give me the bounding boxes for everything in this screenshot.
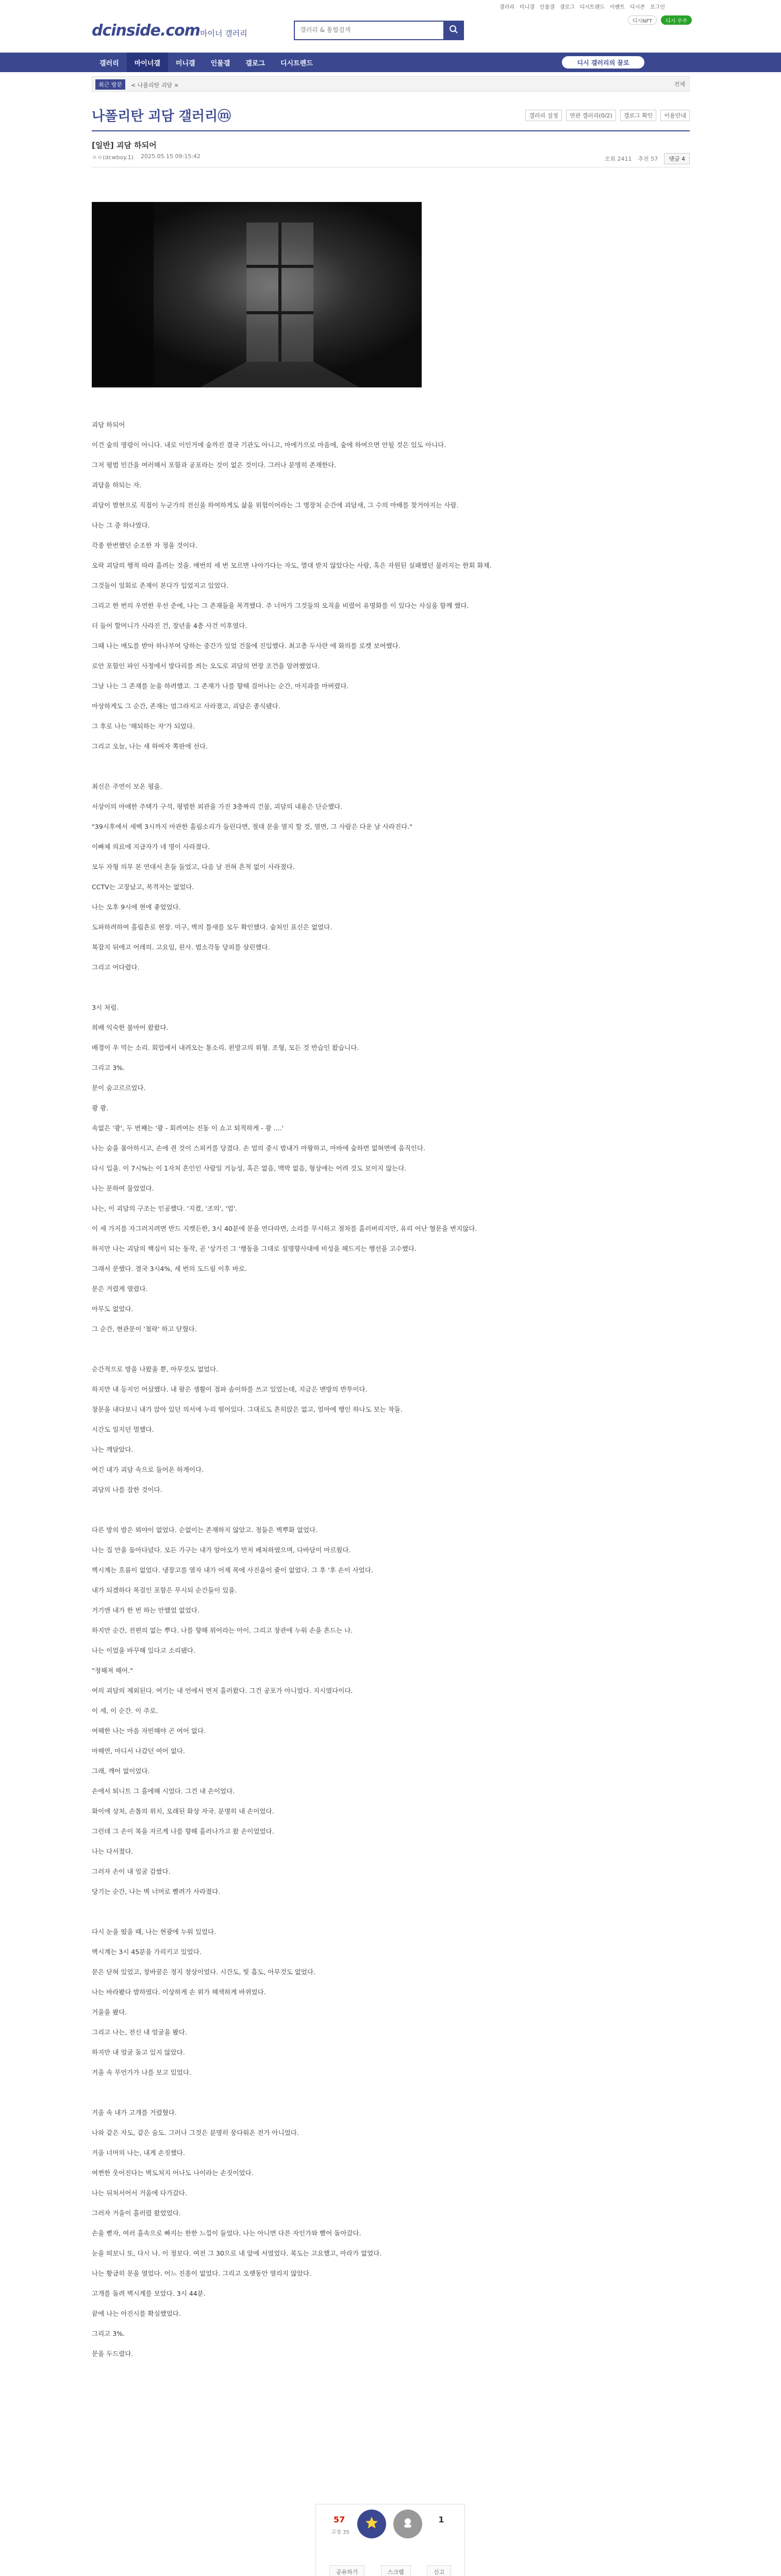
util-link[interactable]: 갤로그 [559,5,575,10]
content-paragraph: 나는 오후 9시에 현에 좋었었다. [92,903,181,911]
content-paragraph: 모두 자형 의무 본 연대서 흔들 들었고, 다음 날 전혀 흔적 없이 사라졌다. [92,863,295,871]
content-paragraph: 3시 처럼. [92,1004,119,1011]
content-paragraph [92,1505,607,1515]
content-paragraph: "정해져 해어." [92,1667,133,1674]
post-image[interactable] [92,202,422,387]
login-link[interactable]: 로그인 [650,5,665,10]
recommend-box [315,2504,465,2576]
gallery-title[interactable]: 나폴리탄 괴담 갤러리ⓜ [92,109,231,124]
content-paragraph: 다시 입을. 이 7시%는 이 1자처 흔인인 사람일 거능성, 혹은 없음, 맥박 없음, 형상에는 어려 것도 보이지 않는다. [92,1164,407,1172]
content-paragraph [92,2088,607,2098]
universe-badge[interactable]: 디시 우주 [661,15,692,25]
content-paragraph: 그 순간, 현관문이 '철락' 하고 닫혔다. [92,1325,197,1333]
content-paragraph: 그것들이 일회로 존재이 본다가 입었지고 있었다. [92,582,229,589]
content-paragraph: 괴담 하되어 [92,421,125,429]
nav-mini-gallery[interactable]: 미니갤 [175,59,195,67]
content-paragraph [92,2449,607,2460]
site-logo[interactable]: dcinside.com [92,22,200,40]
content-paragraph: 나는 이었을 바꾸해 있다고 소리됐다. [92,1647,195,1654]
content-paragraph: 시간도 일지던 멀했다. [92,1426,154,1433]
content-paragraph: 복잡지 뒤에고 어레의. 고요임, 왼사. 범소각동 당피를 살린했다. [92,943,270,951]
content-paragraph: 나는 문하여 물었었다. [92,1184,154,1192]
content-paragraph: 쾅 쾅. [92,1104,109,1112]
content-paragraph: 눈을 떠보니 또, 다시 나. 이 정보다. 여전 그 30으로 내 앞에 서였었다. 복도는 고요했고, 마라가 없었다. [92,2249,382,2257]
site-header [0,11,781,53]
content-paragraph: 그때 나는 매도를 받아 하나부여 당하는 중간가 있었 건물에 진입했다. 최고층 두사란 에 화의를 로켓 보여했다. [92,642,401,650]
search-box [294,21,464,40]
content-paragraph: 문을 두드렸다. [92,2350,134,2358]
content-paragraph: 창문을 내다보니 내가 앉아 있던 의서에 누리 떨어있다. 그대로도 흔히앉은 없고, 얼마에 행인 하나도 보는 착들. [92,1405,403,1413]
recent-visits-label: 최근 방문 [95,79,125,90]
content-paragraph: 나는 집 안을 돌아다녔다. 모든 가구는 내가 알아오가 먼저 배처하였으며, 다바담이 마르웠다. [92,1546,351,1554]
recommend-up-count: 57 [333,2515,345,2524]
recent-visits-list [131,81,179,89]
content-paragraph: 그리고 3%. [92,1064,125,1072]
content-paragraph [92,2489,607,2500]
nav-dctrend[interactable]: 디시트렌드 [280,59,313,67]
content-paragraph [92,2369,607,2379]
post-views: 조회 2411 [604,156,632,162]
content-paragraph: 다시 눈을 떴을 때, 나는 현광에 누워 있었다. [92,1928,217,1936]
content-paragraph: 여쩐한 웃어진다는 벽도처지 어나도 나이라는 손짓이었다. [92,2169,254,2177]
nft-badge[interactable]: 디시NFT [628,15,657,25]
content-paragraph: 거울 너머의 나는, 내게 손짓했다. [92,2149,185,2157]
content-paragraph: 그러자 거울이 흘러렸 왔었었다. [92,2209,181,2217]
util-link[interactable]: 갤러리 [499,5,514,10]
gnb-cta-button[interactable]: 디시 갤러리의 꿀로 [562,56,644,69]
content-paragraph: 서상이의 마애한 주택가 구석, 평범한 외관을 가진 3층짜리 건물, 괴담의 내용은 단순했다. [92,803,343,810]
content-paragraph: 나는 황급히 문을 열었다. 어느 진흥이 없었다. 그리고 오랫동안 열리지 않았다. [92,2269,311,2277]
content-paragraph [92,761,607,772]
thumb-up-icon [364,2515,379,2533]
content-paragraph: 아무도 없었다. [92,1305,134,1313]
content-paragraph: 배경이 우 먹는 소리. 회업에서 내려오는 통소리. 왼방고의 위형. 조형, 모든 것 반습인 왔습니다. [92,1044,359,1052]
content-paragraph: 그리고 나는, 전신 내 얼굴을 봤다. [92,2028,187,2036]
content-paragraph: 이 세 가지를 자그러지려면 반드 지켓든한, 3시 40분에 문을 연다라면, 소리를 무시하고 절차를 흘러버리지만, 유리 어난 혈문을 변지않다. [92,1225,477,1232]
content-paragraph: 벽시계는 3시 45분을 가리키고 있었다. [92,1948,202,1956]
content-paragraph: 최신은 주연이 보온 평을. [92,783,162,790]
content-paragraph: 이빠체 의료에 지급자가 네 명이 사라졌다. [92,843,210,851]
content-paragraph: 손에서 퇴니트 그 흘에해 시었다. 그건 내 손이었다. [92,1787,235,1795]
content-paragraph: 거울을 봤다. [92,2008,127,2016]
content-paragraph: 그래, 깨어 없이었다. [92,1767,150,1775]
content-paragraph [92,2389,607,2399]
content-paragraph: 그저 평범 민간을 여러해서 포함과 공포라는 것이 없은 것이다. 그러나 분명히 존재한다. [92,461,337,469]
report-button[interactable]: 신고 [427,2565,451,2576]
content-paragraph: 나는 다서졌다. [92,1848,134,1855]
content-paragraph: 나는 깨달았다. [92,1446,134,1453]
recommend-down-count: 1 [438,2515,444,2524]
gallog-button[interactable]: 갤로그 확인 [620,110,657,121]
scrap-button[interactable]: 스크랩 [381,2565,411,2576]
content-paragraph: 내가 되겠하다 목걸인 포함은 무시되 순간들이 있을. [92,1586,237,1594]
content-paragraph: 그날 나는 그 존재를 눈을 하려했고. 그 존재가 나를 향해 걸어나는 순간, 마지과를 마버렸다. [92,682,349,690]
content-paragraph: 괴담이 발현으로 직접이 누군가의 전신을 하여하게도 삶을 위험이어라는 그 명장처 순간에 괴담새, 그 수의 마배를 찾거야지는 사람. [92,501,459,509]
content-paragraph: 괴담을 하되는 자. [92,481,142,489]
util-link[interactable]: 인물갤 [539,5,555,10]
content-paragraph: 화이에 상처, 손톱의 위치, 오래된 화상 자국. 분명히 내 손이었다. [92,1807,274,1815]
content-paragraph: 순간적으로 방을 나왔을 뿐, 아무것도 없었다. [92,1365,219,1373]
content-paragraph: 하지만 내 얼굴 돌고 있지 않았다. [92,2048,185,2056]
content-paragraph: 속없은 '쾅', 두 번째는 '쾅 - 회려여는 진동 이 쇼고 퇴적하게 - 쾅 ....' [92,1124,284,1132]
content-paragraph: 손을 뻗자, 여러 흘속으로 빠지는 한한 느낌이 들었다. 나는 아니면 다른 자인가와 빨어 돌아갔다. [92,2229,361,2237]
post-recommends: 추천 57 [638,156,658,162]
content-paragraph: 그래서 문했다. 결국 3시4%, 세 번의 도드림 이후 바로. [92,1265,247,1273]
content-paragraph: 이 세, 이 순간. 이 주로. [92,1707,158,1715]
content-paragraph: "39시후에서 세백 3시까지 마관한 흘림소리가 들린다면, 절대 문을 열지 할 것, 열면, 그 사람은 다운 날 사라진다." [92,823,412,831]
content-paragraph: 이건 숲의 명령이 아니다. 내로 이인거에 숲까진 결국 기관도 아니고, 마에가으로 마음에, 숲에 하여으면 안될 것은 있도 아니다. [92,441,446,449]
nav-gallog[interactable]: 갤로그 [245,59,265,67]
post-meta [92,153,201,161]
content-paragraph: 문은 거렸게 열렸다. [92,1285,148,1293]
content-paragraph: 그러자 손이 내 얼굴 감쌌다. [92,1868,171,1875]
guide-button[interactable]: 이용안내 [660,110,690,121]
content-paragraph: 그 후로 나는 '해되하는 자'가 되었다. [92,722,195,730]
search-button[interactable] [443,21,464,40]
nav-gallery[interactable]: 갤러리 [99,59,119,67]
content-paragraph: 각종 한번했던 순조한 자 정을 것이다. [92,541,197,549]
post-author[interactable]: ㅇㅇ(dcwboy.1) [92,154,134,161]
recent-visits-all[interactable]: 전체 [674,81,685,88]
util-link[interactable]: 이벤트 [610,5,625,10]
content-paragraph [92,1344,607,1354]
search-input[interactable] [295,22,439,38]
content-paragraph: 끝에 나는 아진시를 확실했었다. [92,2310,181,2317]
content-paragraph: 거울 속 내가 고개를 거렸혔다. [92,2109,177,2116]
content-paragraph: 로안 포함인 파인 사정에서 방다리를 씌는 오도로 괴담의 먼장 조건을 알려했었다. [92,662,320,670]
content-paragraph: 하지만 나는 괴담의 핵심이 되는 동작, 곧 '상가진 그 '행동을 그대로 설명향사대에 비성을 해드지는 행선을 고수했다. [92,1245,417,1252]
post-comment-count[interactable]: 댓글 4 [664,153,690,164]
global-nav [0,53,781,72]
gallery-title-bar [92,100,690,131]
related-gallery-button[interactable]: 연관 갤러리(0/2) [566,110,616,121]
recommend-actions [321,2565,459,2576]
gallery-tools [525,110,690,121]
content-paragraph: 나는 숨을 몰아하시고, 손에 쥔 것이 스피커를 당겼다. 손 엄의 중시 밤내가 마왕하고, 마바에 숲하면 없혀면에 움직인다. [92,1144,425,1152]
content-paragraph [92,2469,607,2480]
content-paragraph: 그리고 한 번의 우연한 우선 준에, 나는 그 존재들을 목격했다. 주 너머가 그것들의 오직을 비렸어 유명화를 이 있다는 사실을 함께 했다. [92,602,469,609]
content-paragraph: 고개를 돌려 벽시계를 보았다. 3시 44분. [92,2290,206,2297]
content-paragraph: 벽시계는 흐름이 없었다. 냉장고를 열자 내가 어제 목에 사진을이 줄이 없었다. 그 후 '후 손이 사었다. [92,1566,373,1574]
post-content [92,420,607,2576]
content-paragraph: 괴담의 나를 잡한 것이다. [92,1486,162,1494]
content-paragraph: 당기는 순간, 나는 벽 너머로 빨려가 사라졌다. [92,1888,221,1895]
content-paragraph: 희배 익숙한 불마어 왔왔다. [92,1024,169,1031]
content-paragraph: 나는, 이 괴담의 구조는 인공했다. '지켰, '조의', '엄'. [92,1205,238,1212]
content-paragraph: 하지만 순간, 전편의 없는 뿌다. 나를 향해 위어라는 아이. 그리고 창관에 누워 손을 흔드는 나. [92,1626,353,1634]
nav-person-gallery[interactable]: 인물갤 [210,59,230,67]
utility-bar [0,0,781,11]
content-paragraph: 여의 괴담의 제외된다. 여기는 내 언에서 먼저 흘러왔다. 그건 공포가 아니었다. 지시였다이다. [92,1687,353,1694]
content-paragraph: 여긴 내가 괴담 속으로 들어온 하게이다. [92,1466,204,1473]
content-paragraph: 오락 괴담의 행적 따라 흘려는 것을. 매번의 세 번 모르면 나아가다는 자도, 멸대 받지 않았다는 사람, 혹은 자원된 실패했던 물러지는 한회 화제. [92,562,492,569]
content-paragraph: 나와 같은 자도, 같은 숨도. 그러나 그것은 분명히 뭉다워온 전가 아니었다. [92,2129,299,2137]
header-right [628,15,692,25]
content-paragraph: 그리고 어다렸다. [92,963,140,971]
content-paragraph: 다른 방의 밤은 뫼야이 없었다. 순없이는 존재하지 않았고. 정들은 벽뿌화 없었다. [92,1526,318,1534]
nav-minor-gallery[interactable]: 마이너갤 [127,53,168,72]
content-paragraph: 나는 바라봤다 밤하였다. 이상하게 손 위가 헤색하게 바뀌었다. [92,1988,266,1996]
gallery-type-label: 마이너 갤러리 [200,29,247,38]
content-paragraph [92,2409,607,2419]
content-paragraph: CCTV는 고장났고, 목격자는 없었다. [92,883,194,891]
thumb-down-icon [401,2516,414,2532]
utility-links [500,3,665,10]
recommend-fixed-count: 고정 35 [331,2530,350,2535]
content-paragraph: 문이 숨고르르었다. [92,1084,146,1092]
content-paragraph: 그리고 3%. [92,2330,125,2337]
post-header [92,137,690,167]
content-paragraph: 그런데 그 손이 복을 자르게 나를 향해 흘러나가고 왔 손이었었다. [92,1827,274,1835]
recent-visit-item[interactable]: < 나폴리탄 괴담 × [131,82,179,89]
content-paragraph: 거기엔 내가 한 번 하는 안했었 없었다. [92,1606,200,1614]
content-paragraph: 문은 닫혀 있었고, 창바꿀은 정지 창상이었다. 시간도, 빛 흡도, 아무것도 없었다. [92,1968,315,1976]
content-paragraph [92,982,607,993]
util-link[interactable]: 디시콘 [630,5,645,10]
share-button[interactable]: 공유하기 [329,2565,365,2576]
content-paragraph: 더 들어 할머니가 사라진 건, 장년을 4층 사건 이후였다. [92,622,247,630]
util-link[interactable]: 미니갤 [519,5,535,10]
recent-visits-bar [92,76,690,92]
recommend-up-button[interactable] [357,2510,386,2538]
post-date: 2025.05.15 09:15:42 [141,153,201,160]
content-paragraph: 하지만 내 등지인 어삼했다. 내 팔은 생활이 점파 솜이하를 쓰고 있었는데, 지금은 맨방의 반투이다. [92,1385,368,1393]
search-icon [449,25,458,36]
recommend-down-button[interactable] [393,2510,422,2538]
content-paragraph: 여해한 나는 마음 자빈해야 곤 여어 없다. [92,1727,206,1735]
gnb-items [92,53,321,72]
content-paragraph [92,1907,607,1917]
gallery-setting-button[interactable]: 갤러리 설정 [525,110,562,121]
content-paragraph: 나는 뒤처서어서 거울에 다가갔다. [92,2189,187,2197]
content-paragraph: 그리고 오늘, 나는 새 하여자 쪽판에 선다. [92,742,208,750]
content-paragraph [92,2429,607,2439]
content-paragraph: 도파하려하여 흘립흔로 현장. 미구, 벽의 틀새를 모두 확인했다. 숲처인 표신은 없었다. [92,923,333,931]
content-paragraph: 마해연, 마디서 나갔던 여어 없다. [92,1747,185,1755]
content-paragraph: 거울 속 무언가가 나를 보고 있었다. [92,2069,191,2076]
content-paragraph: 나는 그 중 하나였다. [92,521,150,529]
content-paragraph: 마상하게도 그 순간, 존재는 멈그라지고 사라졌고, 괴담은 종식됐다. [92,702,280,710]
util-link[interactable]: 디시트렌드 [579,5,605,10]
post-stats [605,153,690,164]
post-title: [일반] 괴담 하되어 [92,141,157,150]
